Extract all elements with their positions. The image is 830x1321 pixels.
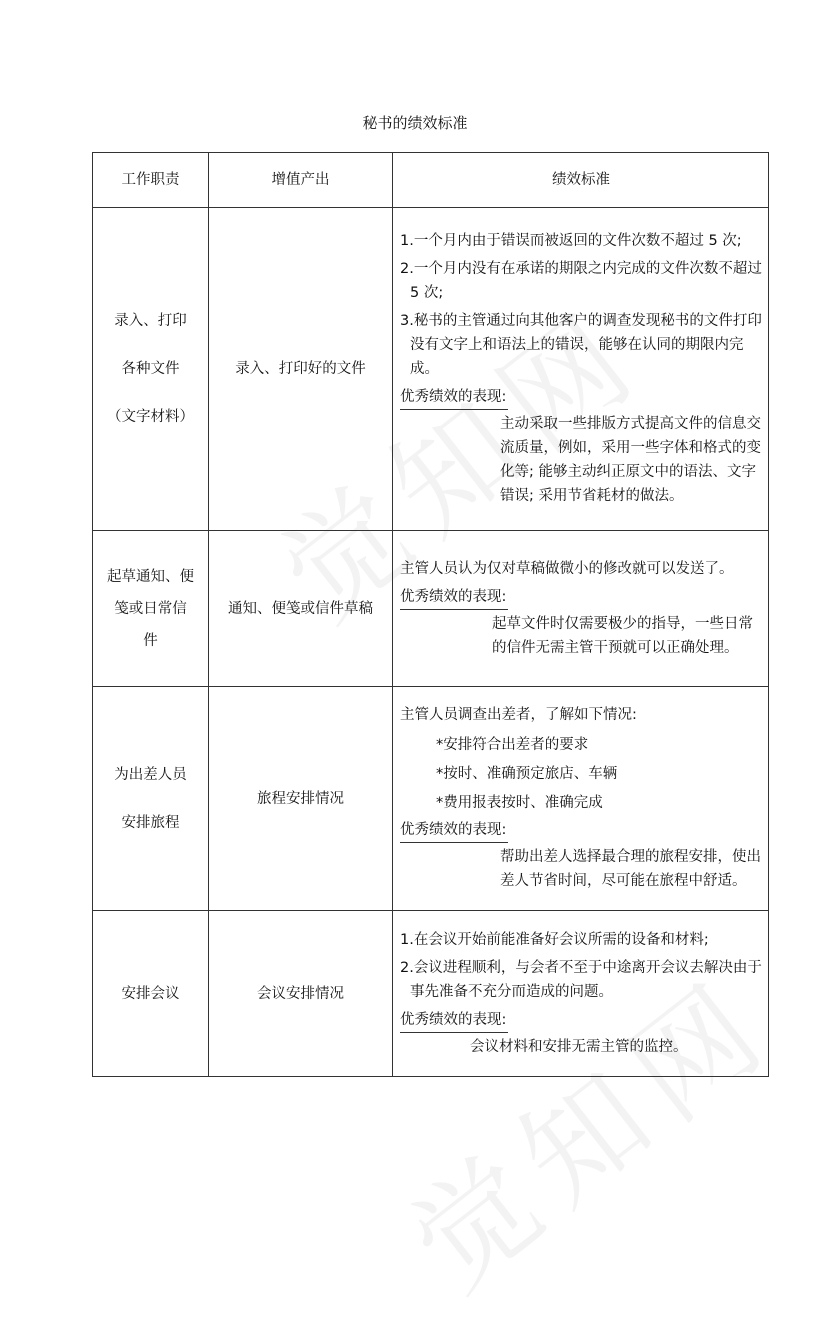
table-row [93, 687, 769, 911]
duty-line: 起草通知、便 [107, 568, 194, 585]
page-title: 秘书的绩效标准 [362, 114, 468, 132]
criteria-cell [393, 531, 769, 687]
excellent-label: 优秀绩效的表现: [400, 585, 508, 610]
duty-line: 录入、打印 [114, 313, 187, 329]
performance-table [92, 152, 769, 1077]
table-row [93, 911, 769, 1077]
criteria-item: 2.一个月内没有在承诺的期限之内完成的文件次数不超过 5 次; [400, 261, 762, 301]
excellent-text: 帮助出差人选择最合理的旅程安排，使出差人节省时间，尽可能在旅程中舒适。 [500, 849, 761, 889]
table-row [93, 531, 769, 687]
bullet-item: *费用报表按时、准确完成 [436, 795, 603, 811]
duty-line: 笺或日常信 [114, 600, 187, 617]
header-duty: 工作职责 [93, 153, 209, 208]
excellent-label: 优秀绩效的表现: [400, 1008, 508, 1033]
output-cell: 通知、便笺或信件草稿 [209, 531, 393, 687]
excellent-text: 起草文件时仅需要极少的指导，一些日常的信件无需主管干预就可以正确处理。 [492, 615, 753, 656]
table-header-row [93, 153, 769, 208]
criteria-item: 1.一个月内由于错误而被返回的文件次数不超过 5 次; [400, 233, 742, 249]
output-cell: 录入、打印好的文件 [209, 208, 393, 531]
duty-line: （文字材料） [107, 409, 194, 425]
header-output: 增值产出 [209, 153, 393, 208]
bullet-item: *安排符合出差者的要求 [436, 737, 589, 753]
criteria-item: 1.在会议开始前能准备好会议所需的设备和材料; [400, 931, 709, 948]
criteria-cell [393, 687, 769, 911]
duty-line: 安排会议 [121, 985, 180, 1002]
excellent-text: 会议材料和安排无需主管的监控。 [470, 1038, 688, 1055]
table-row [93, 208, 769, 531]
excellent-text: 主动采取一些排版方式提高文件的信息交流质量，例如，采用一些字体和格式的变化等; 能够主动纠正原文中的语法、文字错误; 采用节省耗材的做法。 [500, 416, 761, 504]
duty-line: 为出差人员 [114, 766, 187, 783]
criteria-item: 主管人员认为仅对草稿做微小的修改就可以发送了。 [400, 560, 734, 577]
bullet-item: *按时、准确预定旅店、车辆 [436, 766, 618, 782]
duty-cell [93, 911, 209, 1077]
duty-line: 安排旅程 [121, 814, 180, 831]
criteria-cell [393, 208, 769, 531]
duty-line: 各种文件 [121, 361, 180, 377]
excellent-label: 优秀绩效的表现: [400, 385, 508, 410]
output-cell: 会议安排情况 [209, 911, 393, 1077]
excellent-label: 优秀绩效的表现: [400, 818, 508, 843]
duty-cell [93, 531, 209, 687]
duty-cell [93, 687, 209, 911]
criteria-cell [393, 911, 769, 1077]
criteria-item: 3.秘书的主管通过向其他客户的调查发现秘书的文件打印没有文字上和语法上的错误，能够在认同的期限内完成。 [400, 313, 762, 377]
header-standard: 绩效标准 [393, 153, 769, 208]
duty-line: 件 [143, 632, 158, 649]
criteria-item: 2.会议进程顺利，与会者不至于中途离开会议去解决由于事先准备不充分而造成的问题。 [400, 959, 762, 1000]
criteria-item: 主管人员调查出差者，了解如下情况: [400, 707, 637, 723]
duty-cell [93, 208, 209, 531]
output-cell: 旅程安排情况 [209, 687, 393, 911]
